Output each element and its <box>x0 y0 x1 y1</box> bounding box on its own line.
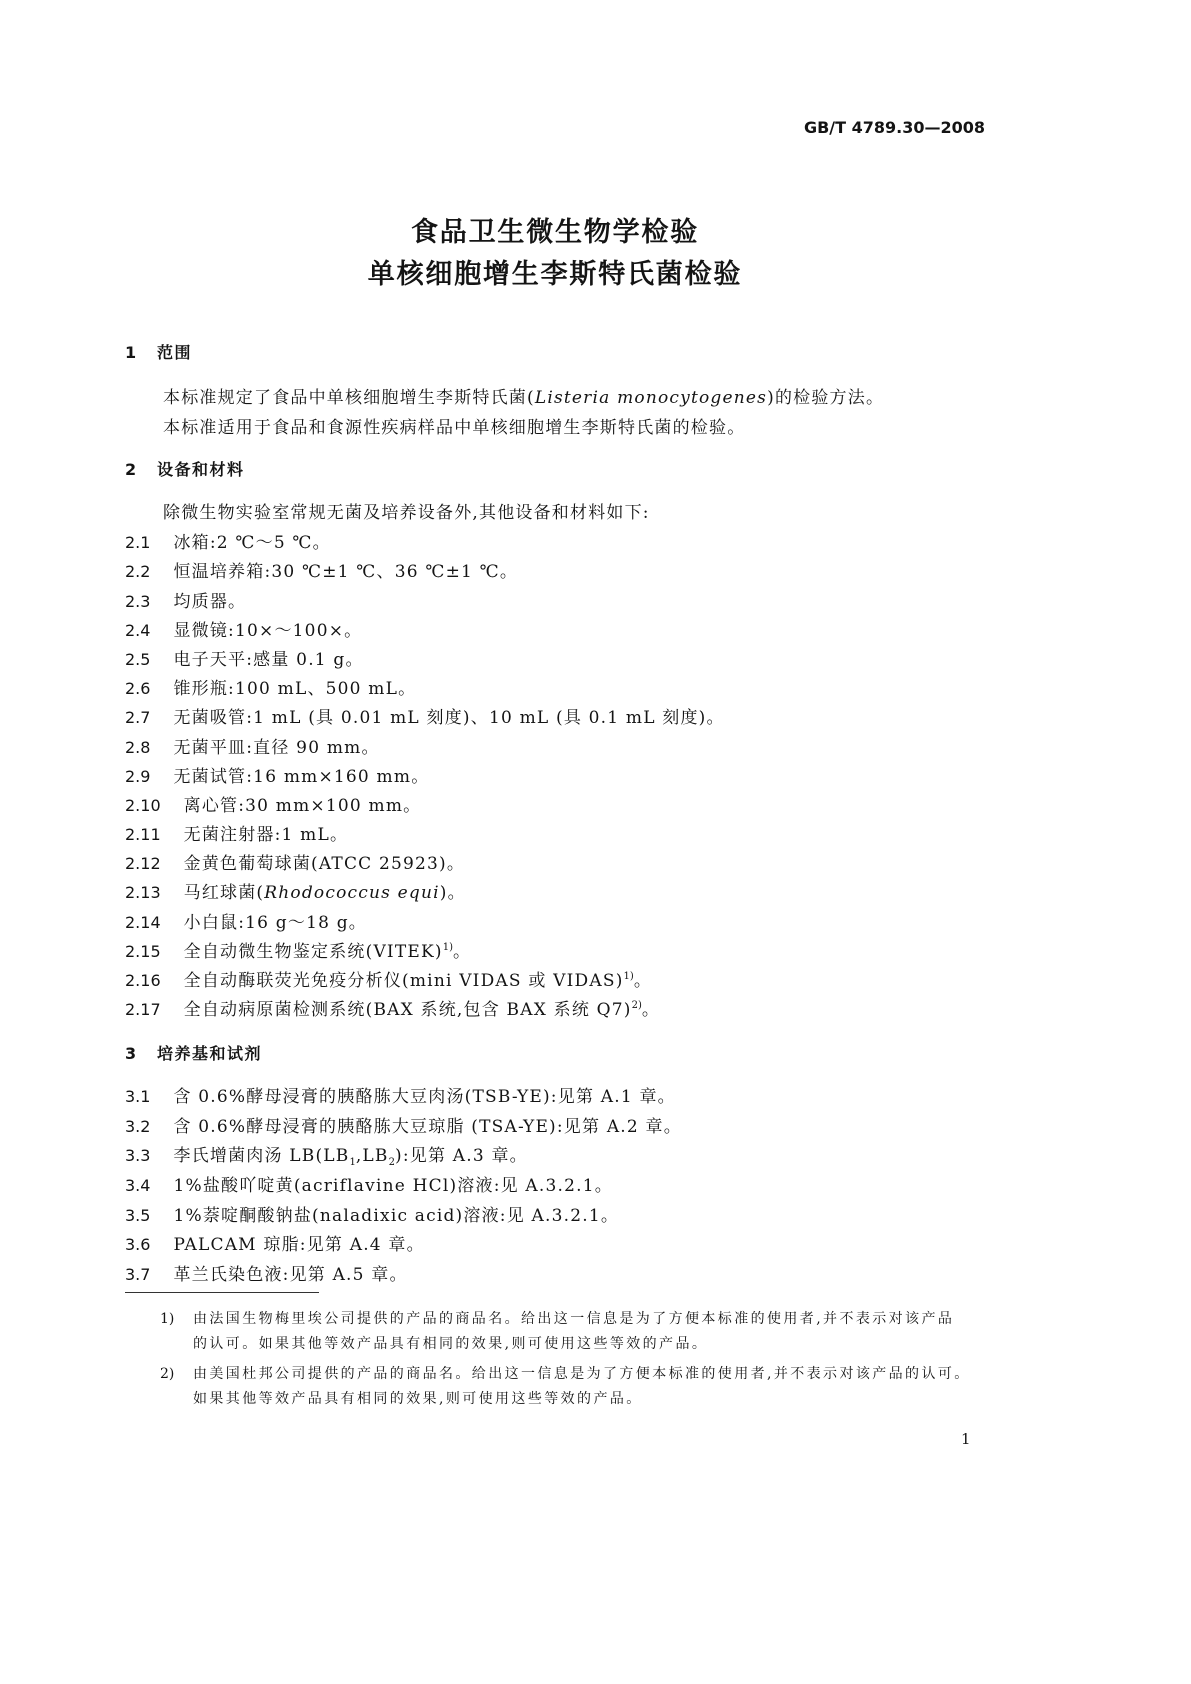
footnote-ref: 1) <box>442 941 453 953</box>
title-line-2: 单核细胞增生李斯特氏菌检验 <box>367 259 743 290</box>
media-reagents-list <box>125 1082 682 1290</box>
item-number: 2.4 <box>125 620 151 640</box>
item-text <box>173 562 518 582</box>
subscript: 2 <box>388 1157 395 1169</box>
item-number: 2.13 <box>125 883 161 903</box>
item-number: 2.2 <box>125 562 151 582</box>
section-heading-scope <box>125 342 192 364</box>
item-text <box>173 621 362 641</box>
text-run: 无菌平皿:直径 90 mm。 <box>173 737 380 758</box>
text-run: 。 <box>453 941 472 962</box>
item-number: 2.10 <box>125 795 161 815</box>
list-item <box>125 616 725 645</box>
list-item <box>125 820 725 849</box>
text-run: 本标准规定了食品中单核细胞增生李斯特氏菌( <box>163 388 535 408</box>
intro-text: 除微生物实验室常规无菌及培养设备外,其他设备和材料如下: <box>163 503 650 523</box>
section-number: 1 <box>125 343 137 362</box>
section-title: 范围 <box>157 343 193 362</box>
list-item <box>125 587 725 616</box>
list-item <box>125 966 725 995</box>
text-run: 锥形瓶:100 mL、500 mL。 <box>173 679 417 700</box>
list-item <box>125 1141 682 1171</box>
footnote-text <box>193 1362 971 1412</box>
item-number: 2.11 <box>125 825 161 845</box>
subscript: 1 <box>349 1157 356 1169</box>
text-run: 冰箱:2 ℃～5 ℃。 <box>173 533 331 554</box>
item-text <box>184 971 652 991</box>
item-number: 2.1 <box>125 533 151 553</box>
item-text <box>173 767 429 787</box>
item-text <box>184 854 465 874</box>
footnote-separator <box>125 1292 319 1293</box>
text-run: 无菌吸管:1 mL (具 0.01 mL 刻度)、10 mL (具 0.1 mL 刻度)。 <box>173 708 725 729</box>
list-item <box>125 1082 682 1112</box>
item-text <box>184 913 367 933</box>
item-number: 2.14 <box>125 912 161 932</box>
footnote-number: 1) <box>160 1311 175 1327</box>
footnote-ref: 1) <box>623 971 634 982</box>
text-run: 。 <box>641 1000 661 1021</box>
equipment-list <box>125 499 725 1024</box>
list-item <box>125 995 725 1024</box>
text-run: 1%盐酸吖啶黄(acriflavine HCl)溶液:见 A.3.2.1。 <box>173 1176 613 1197</box>
text-run: )的检验方法。 <box>767 388 885 408</box>
item-number: 3.5 <box>125 1205 151 1225</box>
text-run: 全自动微生物鉴定系统(VITEK) <box>183 941 443 962</box>
text-run: 含 0.6%酵母浸膏的胰酪胨大豆肉汤(TSB-YE):见第 A.1 章。 <box>173 1087 676 1107</box>
item-text <box>173 1235 424 1255</box>
item-number: 3.1 <box>125 1087 151 1106</box>
item-text <box>173 1176 613 1196</box>
text-run: 无菌试管:16 mm×160 mm。 <box>173 766 430 787</box>
text-run: ):见第 A.3 章。 <box>395 1146 528 1167</box>
list-item <box>125 762 725 791</box>
item-text <box>173 592 246 612</box>
list-item <box>125 1201 682 1231</box>
item-text <box>173 1265 407 1285</box>
item-number: 3.4 <box>125 1176 151 1196</box>
footnote-text <box>193 1307 954 1357</box>
item-number: 2.5 <box>125 649 151 669</box>
text-run: 离心管:30 mm×100 mm。 <box>183 795 422 816</box>
section-number: 2 <box>125 460 137 479</box>
list-item <box>125 1260 682 1290</box>
list-item <box>125 703 725 732</box>
item-text <box>173 650 363 670</box>
list-item <box>125 733 725 762</box>
section-heading-equipment <box>125 459 245 481</box>
section-number: 3 <box>125 1044 137 1063</box>
footnote <box>160 1307 971 1357</box>
item-text <box>184 1000 660 1020</box>
text-run: 均质器。 <box>173 591 247 612</box>
item-number: 3.7 <box>125 1265 151 1285</box>
text-run: 本标准适用于食品和食源性疾病样品中单核细胞增生李斯特氏菌的检验。 <box>163 418 746 438</box>
italic-term: Rhodococcus equi <box>264 883 440 904</box>
list-item <box>125 878 725 907</box>
section-title: 设备和材料 <box>157 460 245 479</box>
item-number: 2.17 <box>125 1000 161 1020</box>
footnotes <box>160 1307 971 1417</box>
text-run: 无菌注射器:1 mL。 <box>183 825 349 846</box>
text-run: PALCAM 琼脂:见第 A.4 章。 <box>173 1235 425 1256</box>
item-number: 2.15 <box>125 941 161 961</box>
item-number: 2.9 <box>125 766 151 786</box>
item-number: 2.3 <box>125 591 151 611</box>
list-item <box>125 1112 682 1142</box>
list-item <box>125 937 725 966</box>
list-item <box>125 849 725 878</box>
equipment-intro <box>125 499 725 528</box>
section-title: 培养基和试剂 <box>157 1044 263 1063</box>
text-run: 全自动病原菌检测系统(BAX 系统,包含 BAX 系统 Q7) <box>183 1000 632 1021</box>
paragraph <box>163 413 884 443</box>
item-text <box>184 825 349 845</box>
item-number: 3.6 <box>125 1235 151 1255</box>
footnote <box>160 1362 971 1412</box>
text-run: 革兰氏染色液:见第 A.5 章。 <box>173 1265 408 1286</box>
text-run: 恒温培养箱:30 ℃±1 ℃、36 ℃±1 ℃。 <box>173 562 519 583</box>
item-number: 2.12 <box>125 854 161 874</box>
text-run: 电子天平:感量 0.1 g。 <box>173 649 364 670</box>
title-line-1: 食品卫生微生物学检验 <box>411 217 699 248</box>
list-item <box>125 1230 682 1260</box>
footnote-line: 如果其他等效产品具有相同的效果,则可使用这些等效的产品。 <box>193 1391 643 1407</box>
item-number: 2.6 <box>125 679 151 699</box>
list-item <box>125 645 725 674</box>
text-run: 全自动酶联荧光免疫分析仪(mini VIDAS 或 VIDAS) <box>183 971 624 991</box>
list-item <box>125 557 725 586</box>
text-run: 含 0.6%酵母浸膏的胰酪胨大豆琼脂 (TSA-YE):见第 A.2 章。 <box>173 1116 682 1137</box>
list-item <box>125 674 725 703</box>
item-text <box>173 1146 528 1169</box>
item-text <box>184 883 466 903</box>
footnote-line: 由美国杜邦公司提供的产品的商品名。给出这一信息是为了方便本标准的使用者,并不表示对该产品的认可。 <box>193 1366 971 1382</box>
section-heading-media-reagents <box>125 1043 262 1065</box>
item-text <box>184 796 422 816</box>
footnote-number: 2) <box>160 1366 175 1382</box>
item-number: 3.2 <box>125 1116 151 1136</box>
list-item <box>125 791 725 820</box>
text-run: ,LB <box>355 1146 389 1167</box>
paragraph <box>163 383 884 413</box>
scope-paragraphs <box>163 383 884 443</box>
item-text <box>173 533 330 553</box>
item-number: 2.7 <box>125 708 151 728</box>
list-item <box>125 528 725 557</box>
item-number: 2.16 <box>125 971 161 990</box>
italic-term: Listeria monocytogenes <box>534 388 768 408</box>
text-run: 马红球菌( <box>183 883 265 904</box>
list-item <box>125 1171 682 1201</box>
footnote-line: 的认可。如果其他等效产品具有相同的效果,则可使用这些等效的产品。 <box>193 1336 709 1352</box>
item-number: 3.3 <box>125 1146 151 1166</box>
document-title <box>125 212 985 296</box>
item-text <box>173 1087 675 1107</box>
standard-code-header: GB/T 4789.30—2008 <box>803 118 985 137</box>
item-number: 2.8 <box>125 737 151 757</box>
text-run: 金黄色葡萄球菌(ATCC 25923)。 <box>183 854 466 875</box>
text-run: )。 <box>439 883 466 904</box>
item-text <box>173 708 724 728</box>
footnote-ref: 2) <box>631 1000 642 1012</box>
text-run: 。 <box>633 971 653 991</box>
item-text <box>184 942 472 962</box>
list-item <box>125 908 725 937</box>
page-number: 1 <box>961 1430 971 1448</box>
text-run: 小白鼠:16 g～18 g。 <box>183 912 367 933</box>
text-run: 李氏增菌肉汤 LB(LB <box>173 1146 350 1167</box>
item-text <box>173 738 379 758</box>
text-run: 显微镜:10×～100×。 <box>173 620 363 641</box>
item-text <box>173 1117 681 1137</box>
item-text <box>173 679 416 699</box>
item-text <box>173 1206 619 1226</box>
text-run: 1%萘啶酮酸钠盐(naladixic acid)溶液:见 A.3.2.1。 <box>173 1205 620 1226</box>
footnote-line: 由法国生物梅里埃公司提供的产品的商品名。给出这一信息是为了方便本标准的使用者,并不表示对该产品 <box>193 1311 955 1327</box>
